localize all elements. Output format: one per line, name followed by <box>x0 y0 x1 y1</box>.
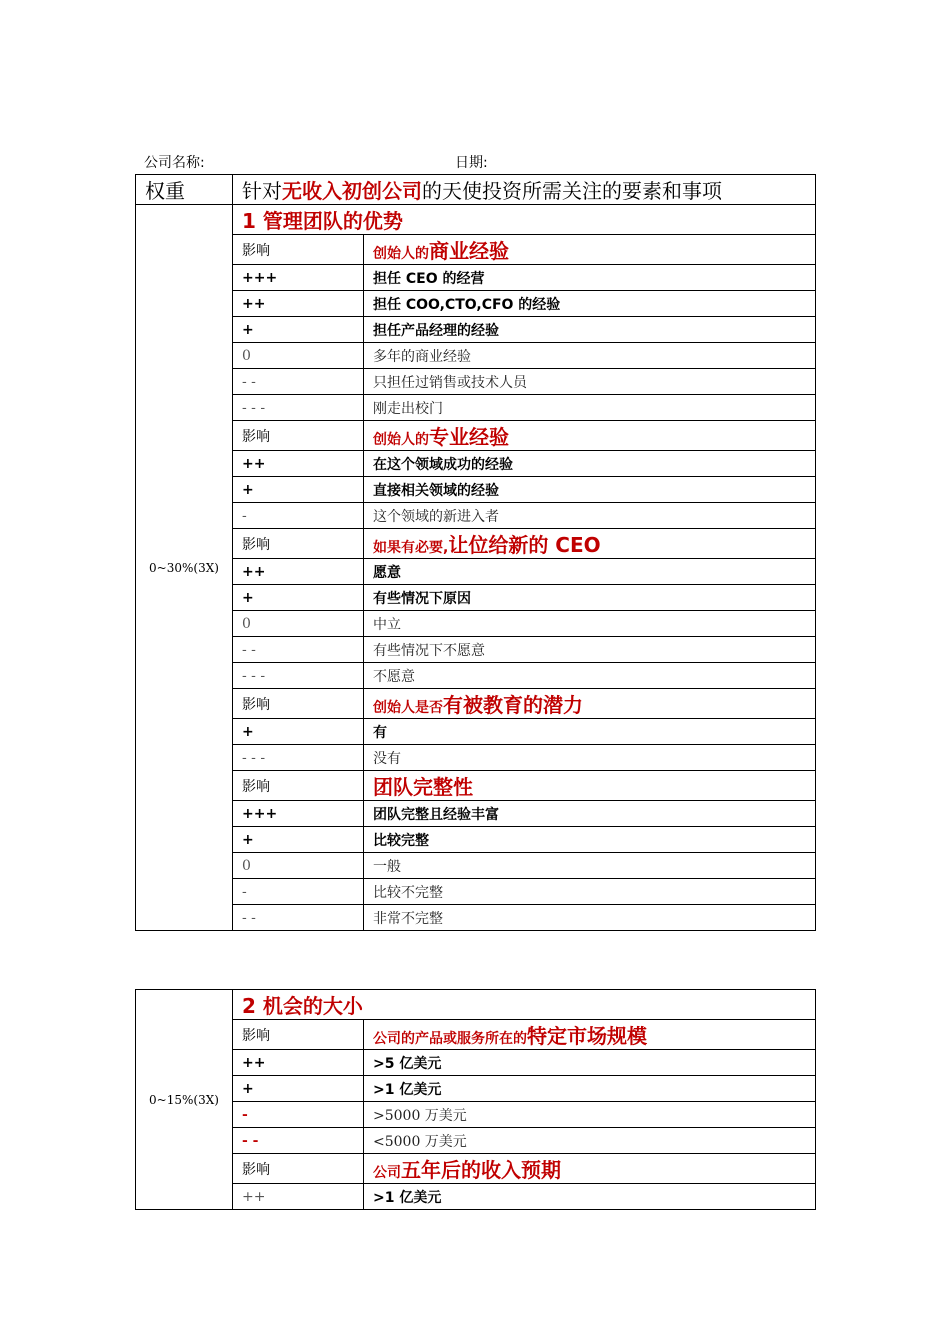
rating-description: 中立 <box>364 611 816 637</box>
factor-row <box>136 235 816 265</box>
rating-description: 没有 <box>364 745 816 771</box>
rating-symbol: - <box>233 1102 364 1128</box>
rating-symbol: +++ <box>233 801 364 827</box>
rating-symbol: - - <box>233 905 364 931</box>
rating-description: 只担任过销售或技术人员 <box>364 369 816 395</box>
factor-row <box>136 529 816 559</box>
weight-column-header: 权重 <box>136 175 233 205</box>
rating-symbol: + <box>233 317 364 343</box>
rating-description: 非常不完整 <box>364 905 816 931</box>
factor-row <box>136 771 816 801</box>
weight-cell: 0~30%(3X) <box>136 205 233 931</box>
factor-prefix: 创始人的 <box>373 246 429 262</box>
rating-symbol: + <box>233 477 364 503</box>
table-row <box>136 477 816 503</box>
impact-label: 影响 <box>233 235 364 265</box>
rating-description: 直接相关领域的经验 <box>364 477 816 503</box>
table-row <box>136 827 816 853</box>
table-row <box>136 585 816 611</box>
title-suffix: 的天使投资所需关注的要素和事项 <box>422 179 722 203</box>
rating-symbol: ++ <box>233 451 364 477</box>
rating-symbol: - - <box>233 637 364 663</box>
rating-symbol: - <box>233 879 364 905</box>
rating-description: 刚走出校门 <box>364 395 816 421</box>
rating-symbol: ++ <box>233 1050 364 1076</box>
rating-symbol: - - <box>233 1128 364 1154</box>
table-row <box>136 745 816 771</box>
rating-description: 有些情况下不愿意 <box>364 637 816 663</box>
table-title-row <box>136 175 816 205</box>
table-row <box>136 905 816 931</box>
factor-title <box>364 235 816 265</box>
rating-symbol: - <box>233 503 364 529</box>
impact-label: 影响 <box>233 689 364 719</box>
factor-prefix: 创始人是否 <box>373 700 443 716</box>
table-row <box>136 451 816 477</box>
factor-prefix: 公司的产品或服务所在的 <box>373 1031 527 1047</box>
rating-symbol: +++ <box>233 265 364 291</box>
table-row <box>136 663 816 689</box>
rating-description: >1 亿美元 <box>364 1076 816 1102</box>
factor-row <box>136 421 816 451</box>
title-highlight: 无收入初创公司 <box>282 179 422 203</box>
evaluation-table-opportunity <box>135 989 816 1210</box>
factor-name: 让位给新的 CEO <box>448 533 601 557</box>
table-row <box>136 503 816 529</box>
rating-symbol: + <box>233 719 364 745</box>
impact-label: 影响 <box>233 1154 364 1184</box>
section-row <box>136 205 816 235</box>
rating-description: >1 亿美元 <box>364 1184 816 1210</box>
table-row <box>136 611 816 637</box>
table-row <box>136 637 816 663</box>
factor-row <box>136 1020 816 1050</box>
table-row <box>136 395 816 421</box>
table-title <box>233 175 816 205</box>
factor-prefix: 创始人的 <box>373 432 429 448</box>
rating-description: 这个领域的新进入者 <box>364 503 816 529</box>
rating-description: 在这个领域成功的经验 <box>364 451 816 477</box>
rating-symbol: - - - <box>233 395 364 421</box>
factor-row <box>136 1154 816 1184</box>
rating-symbol: - - - <box>233 663 364 689</box>
rating-symbol: + <box>233 827 364 853</box>
table-row <box>136 1184 816 1210</box>
factor-title <box>364 689 816 719</box>
impact-label: 影响 <box>233 1020 364 1050</box>
rating-description: 担任产品经理的经验 <box>364 317 816 343</box>
rating-description: 比较不完整 <box>364 879 816 905</box>
title-prefix: 针对 <box>242 179 282 203</box>
impact-label: 影响 <box>233 529 364 559</box>
rating-description: 有些情况下原因 <box>364 585 816 611</box>
rating-symbol: + <box>233 585 364 611</box>
section-title: 2 机会的大小 <box>233 990 816 1020</box>
factor-title <box>364 771 816 801</box>
rating-description: 担任 CEO 的经营 <box>364 265 816 291</box>
table-row <box>136 879 816 905</box>
rating-description: 愿意 <box>364 559 816 585</box>
factor-name: 团队完整性 <box>373 775 473 799</box>
factor-name: 商业经验 <box>429 239 509 263</box>
rating-description: <5000 万美元 <box>364 1128 816 1154</box>
factor-prefix: 如果有必要, <box>373 540 449 556</box>
factor-name: 特定市场规模 <box>527 1024 647 1048</box>
factor-title <box>364 1020 816 1050</box>
rating-description: 一般 <box>364 853 816 879</box>
section-row <box>136 990 816 1020</box>
evaluation-table-management <box>135 174 816 931</box>
table-row <box>136 343 816 369</box>
table-row <box>136 265 816 291</box>
rating-symbol: 0 <box>233 611 364 637</box>
date-label: 日期: <box>455 155 488 171</box>
table-row <box>136 801 816 827</box>
rating-symbol: - - <box>233 369 364 395</box>
rating-symbol: ++ <box>233 559 364 585</box>
rating-description: 不愿意 <box>364 663 816 689</box>
factor-name: 五年后的收入预期 <box>401 1158 561 1182</box>
table-row <box>136 559 816 585</box>
table-row <box>136 719 816 745</box>
rating-description: >5 亿美元 <box>364 1050 816 1076</box>
factor-title <box>364 421 816 451</box>
rating-description: 团队完整且经验丰富 <box>364 801 816 827</box>
rating-symbol: ++ <box>233 1184 364 1210</box>
impact-label: 影响 <box>233 421 364 451</box>
rating-description: 比较完整 <box>364 827 816 853</box>
factor-prefix: 公司 <box>373 1165 401 1181</box>
table-row <box>136 1050 816 1076</box>
table-row <box>136 317 816 343</box>
table-row <box>136 291 816 317</box>
rating-symbol: 0 <box>233 853 364 879</box>
company-name-label: 公司名称: <box>144 155 205 171</box>
rating-symbol: ++ <box>233 291 364 317</box>
table-row <box>136 1128 816 1154</box>
factor-title <box>364 529 816 559</box>
table-row <box>136 1076 816 1102</box>
rating-description: >5000 万美元 <box>364 1102 816 1128</box>
section-title: 1 管理团队的优势 <box>233 205 816 235</box>
rating-symbol: 0 <box>233 343 364 369</box>
rating-description: 多年的商业经验 <box>364 343 816 369</box>
rating-description: 担任 COO,CTO,CFO 的经验 <box>364 291 816 317</box>
factor-row <box>136 689 816 719</box>
table-row <box>136 1102 816 1128</box>
factor-name: 专业经验 <box>429 425 509 449</box>
rating-symbol: - - - <box>233 745 364 771</box>
factor-title <box>364 1154 816 1184</box>
rating-symbol: + <box>233 1076 364 1102</box>
factor-name: 有被教育的潜力 <box>443 693 583 717</box>
rating-description: 有 <box>364 719 816 745</box>
weight-cell: 0~15%(3X) <box>136 990 233 1210</box>
impact-label: 影响 <box>233 771 364 801</box>
table-row <box>136 369 816 395</box>
table-row <box>136 853 816 879</box>
